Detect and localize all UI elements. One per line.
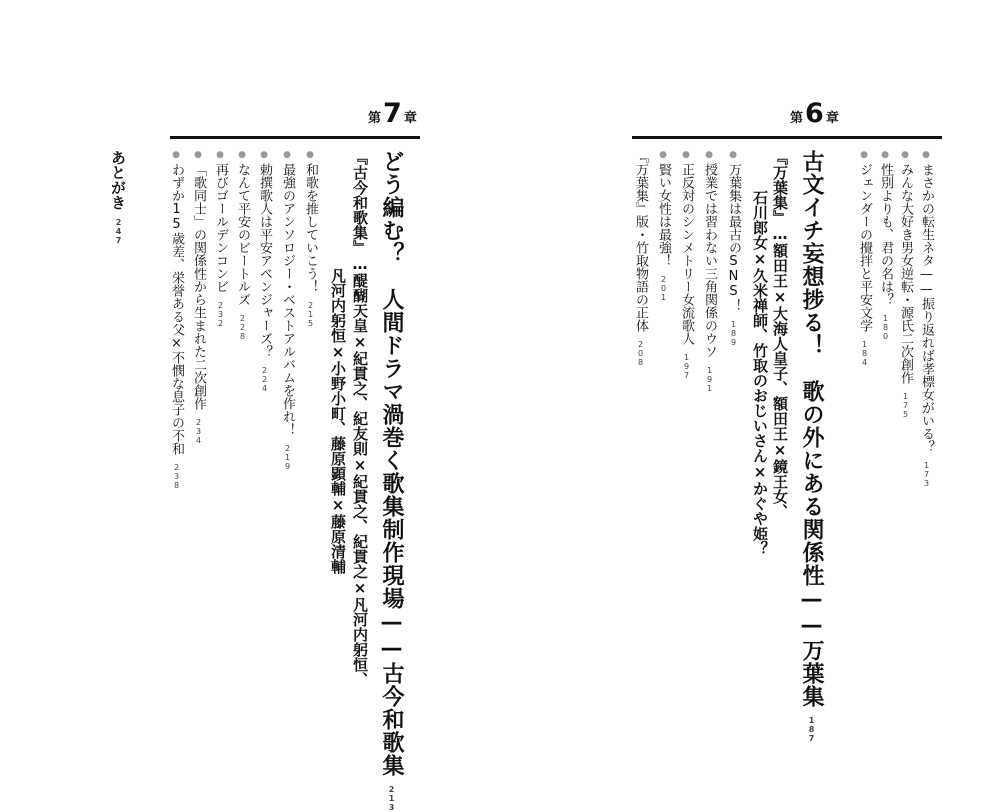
chapter-7-subtitle-line1: 『古今和歌集』…醍醐天皇×紀貫之、紀友則×紀貫之、紀貫之×凡河内躬恒、 xyxy=(351,150,369,687)
toc-item-label: 勅撰歌人は平安アベンジャーズ？ xyxy=(257,163,272,358)
chapter-title-text: 古文イチ妄想捗る！ 歌の外にある関係性——万葉集 xyxy=(799,150,824,708)
toc-item-label: 正反対のシンメトリー女流歌人 xyxy=(679,163,694,345)
chapter-6-subtitle-line2: 石川郎女×久米禅師、竹取のおじいさん×かぐや姫？ xyxy=(751,190,769,556)
toc-item-label: わずか15歳差、栄誉ある父×不憫な息子の不和 xyxy=(169,163,184,455)
page-number: 180 xyxy=(881,314,890,341)
page-number: 175 xyxy=(901,392,910,419)
toc-item[interactable] xyxy=(236,150,249,341)
toc-item[interactable] xyxy=(170,150,183,490)
toc-item[interactable] xyxy=(657,150,670,302)
toc-item-label: ジェンダーの攪拌と平安文学 xyxy=(857,163,872,332)
toc-item-label: 賢い女性は最強！ xyxy=(656,163,671,267)
page-number: 238 xyxy=(172,463,181,490)
afterword-entry[interactable] xyxy=(110,150,125,245)
toc-item[interactable] xyxy=(281,150,294,471)
chapter-6-title[interactable] xyxy=(800,150,822,743)
page-number: 215 xyxy=(306,301,315,328)
toc-item-label: 万葉集は最古のSNS！ xyxy=(726,163,741,312)
toc-item-label: 和歌を推していこう！ xyxy=(303,163,318,293)
toc-item-label: 授業では習わない三角関係のウソ xyxy=(702,163,717,358)
chapter-suffix: 章 xyxy=(403,111,417,126)
toc-item-label: 最強のアンソロジー・ベストアルバムを作れ！ xyxy=(280,163,295,436)
afterword-label: あとがき xyxy=(109,150,127,210)
page-number: 232 xyxy=(216,301,225,328)
toc-item[interactable] xyxy=(879,150,892,341)
chapter-6-heading xyxy=(790,98,839,129)
toc-item[interactable] xyxy=(192,150,205,445)
toc-item-label: 性別よりも、君の名は？ xyxy=(878,163,893,306)
toc-item-label: 「歌同士」の関係性から生まれた二次創作 xyxy=(191,163,206,410)
toc-item-label: 再びゴールデンコンビ xyxy=(213,163,228,293)
chapter-prefix: 第 xyxy=(368,111,382,126)
page-number: 234 xyxy=(194,418,203,445)
toc-item[interactable] xyxy=(858,150,871,367)
chapter-7-heading xyxy=(368,98,417,129)
page-number: 219 xyxy=(283,444,292,471)
toc-item-label: まさかの転生ネタ——振り返れば孝標女がいる？ xyxy=(919,163,934,453)
toc-item-label: みんな大好き男女逆転・源氏二次創作 xyxy=(898,163,913,384)
page-number: 187 xyxy=(807,716,816,743)
chapter-7-subtitle-line2: 凡河内躬恒×小野小町、藤原顕輔×藤原清輔 xyxy=(329,268,347,574)
chapter-prefix: 第 xyxy=(790,111,804,126)
page-number: 213 xyxy=(387,785,396,812)
chapter-6-subtitle-line1: 『万葉集』…額田王×大海人皇子、額田王×鏡王女、 xyxy=(771,150,789,519)
chapter-number: 6 xyxy=(805,98,824,129)
page-number: 173 xyxy=(922,461,931,488)
page-number: 191 xyxy=(705,366,714,393)
chapter-7-title[interactable] xyxy=(380,150,402,812)
toc-item[interactable] xyxy=(920,150,933,488)
toc-item[interactable] xyxy=(727,150,740,347)
toc-item[interactable] xyxy=(214,150,227,328)
chapter-title-text: どう編む？ 人間ドラマ渦巻く歌集制作現場——古今和歌集 xyxy=(379,150,404,777)
page-number: 208 xyxy=(636,340,645,367)
page-number: 184 xyxy=(860,340,869,367)
toc-item[interactable] xyxy=(703,150,716,393)
toc-item[interactable] xyxy=(680,150,693,380)
toc-item[interactable] xyxy=(304,150,317,328)
toc-item-label: 『万葉集』版・竹取物語の正体 xyxy=(633,150,648,332)
chapter-suffix: 章 xyxy=(825,111,839,126)
chapter-number: 7 xyxy=(383,98,402,129)
page-number: 224 xyxy=(260,366,269,393)
toc-item[interactable] xyxy=(634,150,647,367)
chapter-6-rule xyxy=(632,136,942,139)
page-number: 197 xyxy=(682,353,691,380)
toc-item-label: なんて平安のビートルズ xyxy=(235,163,250,306)
toc-item[interactable] xyxy=(899,150,912,419)
page-number: 228 xyxy=(238,314,247,341)
page-number: 189 xyxy=(729,320,738,347)
chapter-7-rule xyxy=(170,136,420,139)
toc-item[interactable] xyxy=(258,150,271,393)
page-number: 247 xyxy=(114,218,123,245)
page-number: 201 xyxy=(659,275,668,302)
